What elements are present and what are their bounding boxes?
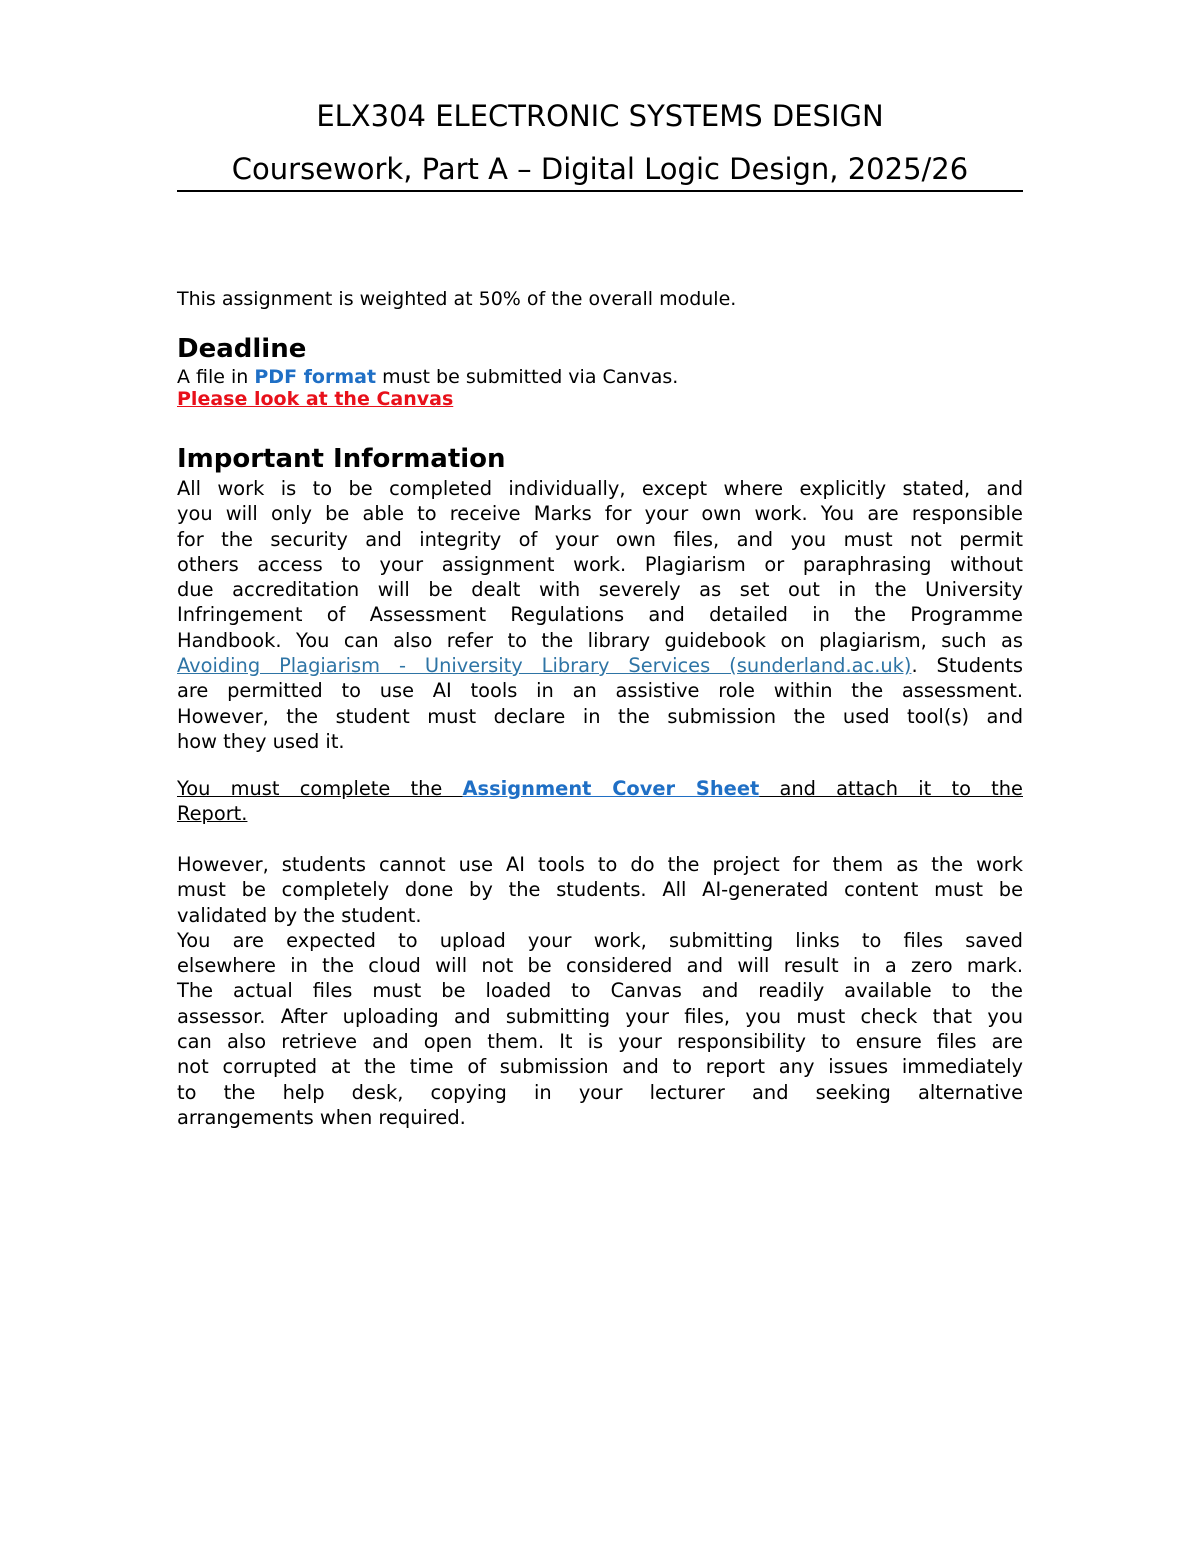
- cover-sheet-text-before: You must complete the: [177, 777, 463, 800]
- paragraph-line: The actual files must be loaded to Canvas and readily available to the: [177, 979, 1023, 1003]
- paragraph-text: . Students: [911, 654, 1023, 678]
- paragraph-line: Handbook. You can also refer to the library guidebook on plagiarism, such as: [177, 628, 1023, 652]
- deadline-heading: Deadline: [177, 334, 307, 364]
- paragraph-line: [177, 801, 1023, 826]
- paragraph-line: You are expected to upload your work, submitting links to files saved: [177, 928, 1023, 952]
- important-information-heading: Important Information: [177, 444, 506, 474]
- deadline-text-before: A file in: [177, 366, 255, 388]
- paragraph-line: assessor. After uploading and submitting your files, you must check that you: [177, 1004, 1023, 1028]
- paragraph-line: validated by the student.: [177, 903, 422, 927]
- paragraph-line: to the help desk, copying in your lecturer and seeking alternative: [177, 1080, 1023, 1104]
- document-subtitle: Coursework, Part A – Digital Logic Design, 2025/26: [231, 152, 969, 186]
- paragraph-line: must be completely done by the students. All AI-generated content must be: [177, 878, 1023, 902]
- document-title: ELX304 ELECTRONIC SYSTEMS DESIGN: [316, 99, 884, 133]
- title-underline: [177, 190, 1023, 192]
- deadline-text-after: must be submitted via Canvas.: [376, 366, 679, 388]
- integrity-paragraph: [177, 476, 1023, 754]
- cover-sheet-text-end: Report.: [177, 802, 248, 826]
- cover-sheet-text-after: and attach it to the: [759, 777, 1023, 800]
- paragraph-line: how they used it.: [177, 729, 345, 753]
- paragraph-line: elsewhere in the cloud will not be considered and will result in a zero mark.: [177, 954, 1023, 978]
- paragraph-line: All work is to be completed individually, except where explicitly stated, and: [177, 477, 1023, 500]
- paragraph-line: [177, 776, 1023, 801]
- assignment-cover-sheet-link[interactable]: Assignment Cover Sheet: [462, 777, 760, 800]
- pdf-format-emphasis: PDF format: [254, 366, 377, 388]
- ai-usage-paragraph: [177, 852, 1023, 1130]
- paragraph-line: others access to your assignment work. Plagiarism or paraphrasing without: [177, 552, 1023, 576]
- paragraph-line: However, the student must declare in the submission the used tool(s) and: [177, 704, 1023, 728]
- avoiding-plagiarism-link[interactable]: Avoiding Plagiarism - University Library Services (sunderland.ac.uk): [177, 654, 912, 678]
- paragraph-line: can also retrieve and open them. It is your responsibility to ensure files are: [177, 1030, 1023, 1054]
- paragraph-line: you will only be able to receive Marks for your own work. You are responsible: [177, 502, 1023, 526]
- deadline-text: [177, 365, 678, 389]
- paragraph-line: arrangements when required.: [177, 1105, 466, 1129]
- paragraph-line: are permitted to use AI tools in an assistive role within the assessment.: [177, 679, 1023, 703]
- paragraph-line: [177, 653, 1023, 678]
- paragraph-line: However, students cannot use AI tools to do the project for them as the work: [177, 853, 1023, 876]
- paragraph-line: for the security and integrity of your own files, and you must not permit: [177, 527, 1023, 551]
- paragraph-line: not corrupted at the time of submission and to report any issues immediately: [177, 1055, 1023, 1079]
- cover-sheet-paragraph: [177, 776, 1023, 827]
- paragraph-line: due accreditation will be dealt with severely as set out in the University: [177, 578, 1023, 602]
- canvas-note: Please look at the Canvas: [177, 388, 454, 410]
- weighting-text: This assignment is weighted at 50% of the overall module.: [177, 288, 737, 310]
- paragraph-line: Infringement of Assessment Regulations and detailed in the Programme: [177, 603, 1023, 627]
